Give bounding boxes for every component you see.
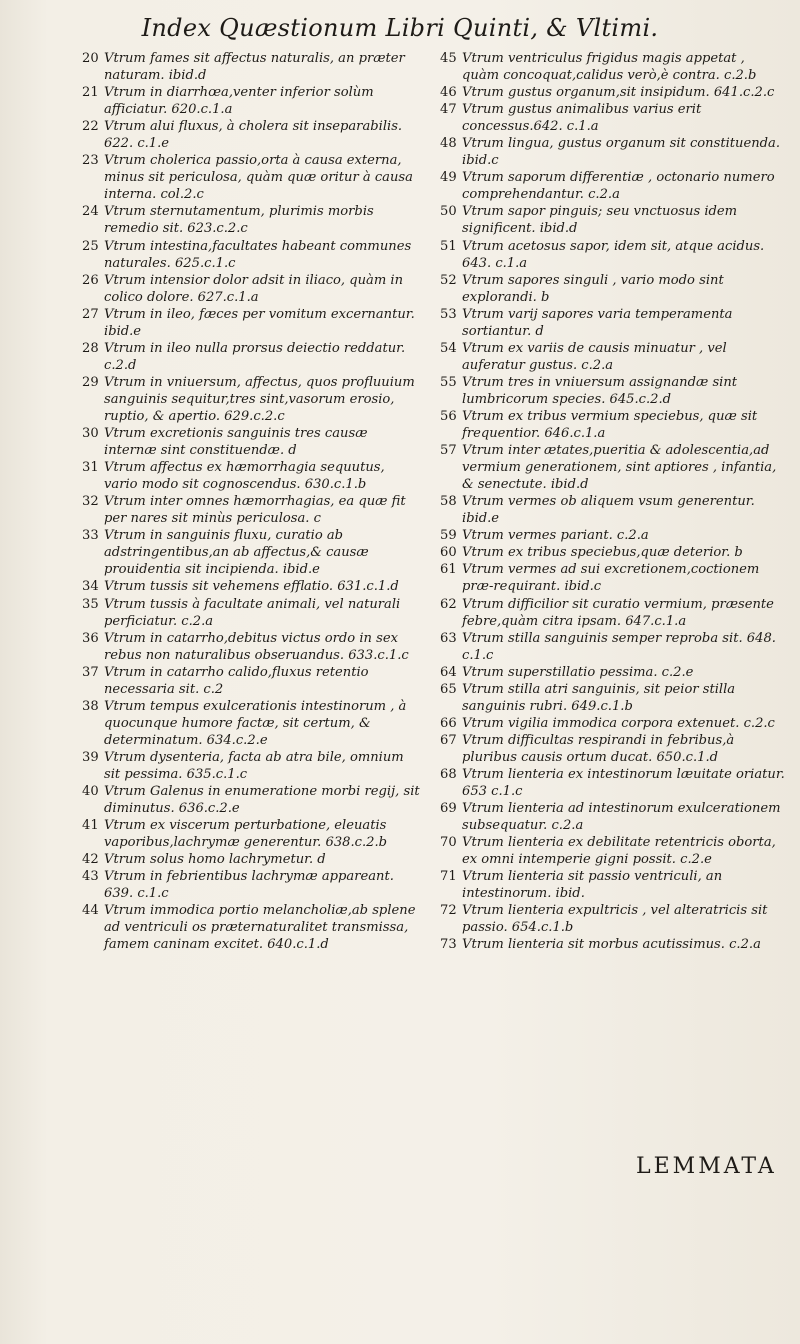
index-entry [440, 834, 785, 868]
index-entry [82, 749, 420, 783]
entry-number: 21 [82, 85, 99, 101]
entry-number: 72 [440, 903, 457, 919]
page-title: Index Quæstionum Libri Quinti, & Vltimi. [141, 14, 659, 42]
index-entry [440, 630, 785, 664]
entry-number: 30 [82, 426, 99, 442]
entry-text: Vtrum ventriculus frigidus magis appetat , quàm concoquat,calidus verò,è contra. c.2.b [462, 51, 757, 84]
entry-number: 32 [82, 494, 99, 510]
entry-number: 20 [82, 51, 99, 66]
entry-number: 70 [440, 835, 457, 851]
entry-number: 66 [440, 715, 457, 731]
index-entry [440, 936, 785, 953]
index-entry [82, 630, 420, 664]
entry-text: Vtrum tussis à facultate animali, vel naturali perficiatur. c.2.a [104, 596, 401, 629]
entry-text: Vtrum alui fluxus, à cholera sit inseparabilis. 622. c.1.e [104, 119, 403, 152]
entry-text: Vtrum lienteria ad intestinorum exulcerationem subsequatur. c.2.a [462, 801, 781, 834]
entry-text: Vtrum superstillatio pessima. c.2.e [462, 664, 694, 680]
entry-number: 62 [440, 596, 457, 612]
entry-number: 55 [440, 374, 457, 390]
entry-text: Vtrum lienteria sit passio ventriculi, an intestinorum. ibid. [462, 869, 723, 902]
entry-text: Vtrum varij sapores varia temperamenta sortiantur. d [462, 306, 733, 339]
entry-text: Vtrum ex variis de causis minuatur , vel auferatur gustus. c.2.a [462, 340, 727, 373]
entry-text: Vtrum inter omnes hæmorrhagias, ea quæ fit per nares sit minùs periculosa. c [104, 494, 406, 527]
index-entry [440, 544, 785, 561]
entry-text: Vtrum sternutamentum, plurimis morbis remedio sit. 623.c.2.c [104, 204, 374, 237]
index-entry [440, 306, 785, 340]
index-entry [82, 84, 420, 118]
index-entry [440, 272, 785, 306]
entry-number: 35 [82, 596, 99, 612]
entry-text: Vtrum difficultas respirandi in febribus,à pluribus causis ortum ducat. 650.c.1.d [462, 732, 735, 765]
index-entry [440, 203, 785, 237]
entry-number: 27 [82, 306, 99, 322]
entry-number: 43 [82, 869, 99, 885]
entry-number: 68 [440, 766, 457, 782]
entry-number: 65 [440, 681, 457, 697]
entry-text: Vtrum cholerica passio,orta à causa externa, minus sit periculosa, quàm quæ oritur à causa interna. col.2.c [104, 153, 413, 203]
entry-number: 48 [440, 136, 457, 152]
entry-number: 49 [440, 170, 457, 186]
entry-text: Vtrum lienteria ex debilitate retentricis oborta, ex omni intemperie gigni possit. c.2.e [462, 835, 776, 868]
entry-number: 29 [82, 374, 99, 390]
entry-number: 51 [440, 238, 457, 254]
left-column [82, 50, 420, 953]
entry-number: 28 [82, 340, 99, 356]
entry-text: Vtrum in diarrhœa,venter inferior solùm afficiatur. 620.c.1.a [104, 85, 374, 118]
index-entry [440, 340, 785, 374]
index-entry [82, 118, 420, 152]
entry-text: Vtrum in catarrho,debitus victus ordo in sex rebus non naturalibus obseruandus. 633.c.1.c [104, 630, 409, 663]
index-entry [440, 442, 785, 493]
index-entry [440, 374, 785, 408]
entry-text: Vtrum vermes ad sui excretionem,coctionem præ-requirant. ibid.c [462, 562, 760, 595]
entry-text: Vtrum in ileo nulla prorsus deiectio reddatur. c.2.d [104, 340, 406, 373]
entry-text: Vtrum lienteria ex intestinorum læuitate oriatur. 653 c.1.c [462, 766, 785, 800]
index-entry [82, 152, 420, 203]
entry-number: 31 [82, 460, 99, 476]
entry-number: 57 [440, 443, 457, 459]
index-entry [82, 272, 420, 306]
index-entry [82, 459, 420, 493]
index-entry [82, 596, 420, 630]
entry-number: 46 [440, 85, 457, 101]
lemmata-heading: LEMMATA [636, 1154, 777, 1179]
entry-text: Vtrum sapor pinguis; seu vnctuosus idem significent. ibid.d [462, 204, 738, 237]
index-entry [82, 783, 420, 817]
entry-text: Vtrum tussis sit vehemens efflatio. 631.c.1.d [104, 579, 399, 595]
entry-number: 34 [82, 579, 99, 595]
index-entry [440, 169, 785, 203]
entry-text: Vtrum Galenus in enumeratione morbi regij, sit diminutus. 636.c.2.e [104, 784, 420, 817]
entry-text: Vtrum ex tribus speciebus,quæ deterior. b [462, 545, 743, 561]
index-entry [82, 817, 420, 851]
index-entry [82, 902, 420, 953]
index-entry [440, 596, 785, 630]
entry-text: Vtrum in febrientibus lachrymæ appareant. 639. c.1.c [104, 869, 394, 902]
index-entry [82, 340, 420, 374]
entry-number: 54 [440, 340, 457, 356]
entry-text: Vtrum solus homo lachrymetur. d [104, 852, 326, 868]
entry-number: 39 [82, 749, 99, 765]
right-column [440, 50, 785, 953]
entry-number: 47 [440, 102, 457, 118]
entry-number: 73 [440, 937, 457, 953]
entry-number: 40 [82, 784, 99, 800]
entry-text: Vtrum gustus animalibus varius erit concessus.642. c.1.a [462, 102, 702, 135]
entry-text: Vtrum tempus exulcerationis intestinorum , à quocunque humore factæ, sit certum, & determinatum. 634.c.2.e [104, 698, 407, 748]
index-entry [82, 493, 420, 527]
entry-number: 44 [82, 903, 99, 919]
entry-number: 69 [440, 801, 457, 817]
entry-text: Vtrum immodica portio melancholiæ,ab splene ad ventriculi os præternaturalitet transmissa, famem caninam excitet. 640.c.1.d [104, 903, 416, 953]
entry-text: Vtrum vigilia immodica corpora extenuet. c.2.c [462, 715, 775, 731]
entry-number: 26 [82, 272, 99, 288]
index-entry [82, 203, 420, 237]
entry-text: Vtrum intestina,facultates habeant communes naturales. 625.c.1.c [104, 238, 412, 271]
index-entry [82, 698, 420, 749]
entry-text: Vtrum in vniuersum, affectus, quos profluuium sanguinis sequitur,tres sint,vasorum erosio, ruptio, & apertio. 629.c.2.c [104, 374, 415, 424]
entry-text: Vtrum stilla sanguinis semper reproba sit. 648. c.1.c [462, 630, 776, 663]
entry-text: Vtrum in catarrho calido,fluxus retentio necessaria sit. c.2 [104, 664, 369, 697]
index-entry [82, 578, 420, 595]
index-entry [440, 800, 785, 834]
index-entry [440, 84, 785, 101]
index-entry [82, 306, 420, 340]
entry-text: Vtrum lingua, gustus organum sit constituenda. ibid.c [462, 136, 781, 169]
entry-number: 45 [440, 51, 457, 66]
entry-text: Vtrum tres in vniuersum assignandæ sint lumbricorum species. 645.c.2.d [462, 374, 738, 407]
entry-number: 61 [440, 562, 457, 578]
index-entry [82, 527, 420, 578]
entry-number: 53 [440, 306, 457, 322]
index-entry [440, 493, 785, 527]
index-entry [440, 902, 785, 936]
entry-number: 71 [440, 869, 457, 885]
entry-text: Vtrum intensior dolor adsit in iliaco, quàm in colico dolore. 627.c.1.a [104, 272, 404, 305]
index-entry [440, 715, 785, 732]
index-entry [440, 101, 785, 135]
index-entry [440, 50, 785, 84]
entry-text: Vtrum saporum differentiæ , octonario numero comprehendantur. c.2.a [462, 170, 775, 203]
entry-number: 64 [440, 664, 457, 680]
entry-number: 50 [440, 204, 457, 220]
index-entry [440, 561, 785, 595]
entry-number: 36 [82, 630, 99, 646]
entry-number: 33 [82, 528, 99, 544]
index-entry [440, 868, 785, 902]
entry-number: 25 [82, 238, 99, 254]
entry-number: 56 [440, 408, 457, 424]
index-entry [440, 664, 785, 681]
index-entry [440, 135, 785, 169]
index-entry [82, 851, 420, 868]
index-entry [440, 408, 785, 442]
entry-text: Vtrum vermes pariant. c.2.a [462, 528, 649, 544]
entry-number: 24 [82, 204, 99, 220]
index-entry [82, 238, 420, 272]
entry-text: Vtrum excretionis sanguinis tres causæ internæ sint constituendæ. d [104, 426, 368, 459]
entry-number: 22 [82, 119, 99, 135]
entry-number: 42 [82, 852, 99, 868]
entry-text: Vtrum fames sit affectus naturalis, an præter naturam. ibid.d [104, 51, 405, 84]
index-entry [82, 425, 420, 459]
entry-text: Vtrum in sanguinis fluxu, curatio ab adstringentibus,an ab affectus,& causæ prouidentia sit incipienda. ibid.e [104, 528, 369, 578]
entry-text: Vtrum acetosus sapor, idem sit, atque acidus. 643. c.1.a [462, 238, 765, 271]
entry-number: 59 [440, 528, 457, 544]
entry-text: Vtrum affectus ex hæmorrhagia sequutus, vario modo sit cognoscendus. 630.c.1.b [104, 460, 385, 493]
entry-number: 67 [440, 732, 457, 748]
entry-number: 52 [440, 272, 457, 288]
entry-text: Vtrum dysenteria, facta ab atra bile, omnium sit pessima. 635.c.1.c [104, 749, 404, 782]
index-entry [440, 681, 785, 715]
entry-text: Vtrum vermes ob aliquem vsum generentur. ibid.e [462, 494, 755, 527]
entry-number: 58 [440, 494, 457, 510]
entry-text: Vtrum in ileo, fæces per vomitum excernantur. ibid.e [104, 306, 415, 339]
entry-text: Vtrum difficilior sit curatio vermium, præsente febre,quàm citra ipsam. 647.c.1.a [462, 596, 774, 629]
entry-number: 63 [440, 630, 457, 646]
index-entry [440, 766, 785, 800]
entry-text: Vtrum lienteria sit morbus acutissimus. c.2.a [462, 937, 761, 953]
entry-text: Vtrum stilla atri sanguinis, sit peior stilla sanguinis rubri. 649.c.1.b [462, 681, 736, 714]
entry-number: 41 [82, 818, 99, 834]
index-entry [440, 238, 785, 272]
index-entry [82, 664, 420, 698]
entry-number: 37 [82, 664, 99, 680]
entry-number: 38 [82, 698, 99, 714]
entry-text: Vtrum ex viscerum perturbatione, eleuatis vaporibus,lachrymæ generentur. 638.c.2.b [104, 818, 388, 851]
index-entry [440, 732, 785, 766]
entry-text: Vtrum lienteria expultricis , vel alteratricis sit passio. 654.c.1.b [462, 903, 768, 936]
entry-text: Vtrum gustus organum,sit insipidum. 641.c.2.c [462, 85, 775, 101]
index-entry [82, 868, 420, 902]
entry-text: Vtrum ex tribus vermium speciebus, quæ sit frequentior. 646.c.1.a [462, 408, 758, 442]
entry-number: 23 [82, 153, 99, 169]
entry-text: Vtrum inter ætates,pueritia & adolescentia,ad vermium generationem, sint aptiores , infantia, & senectute. ibid.d [462, 443, 777, 493]
index-entry [440, 527, 785, 544]
entry-text: Vtrum sapores singuli , vario modo sint explorandi. b [462, 272, 724, 305]
entry-number: 60 [440, 545, 457, 561]
index-entry [82, 50, 420, 84]
index-entry [82, 374, 420, 425]
